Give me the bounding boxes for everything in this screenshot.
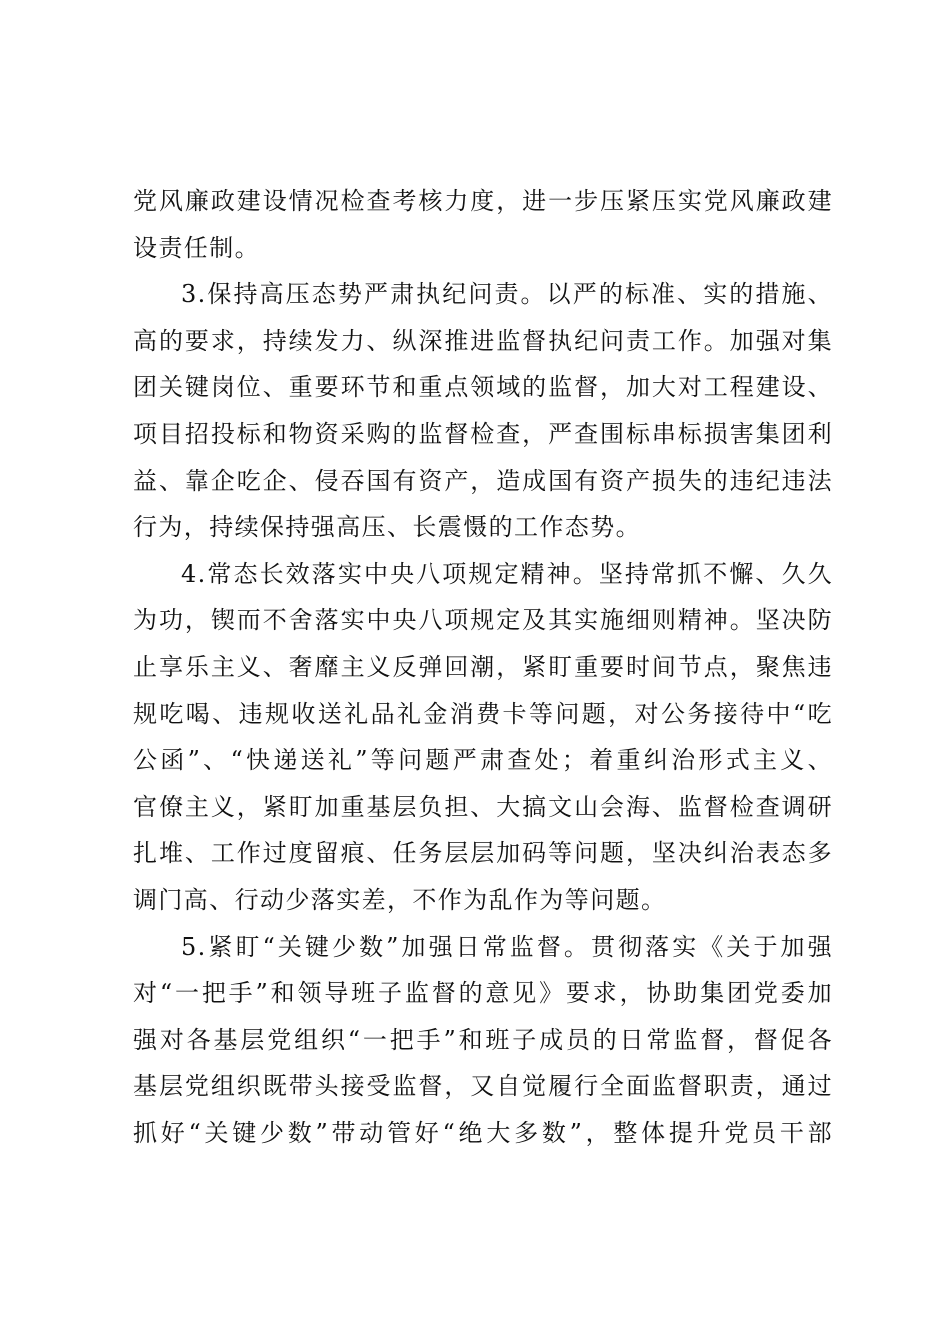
- paragraph-item-4: [133, 551, 833, 924]
- text-line: 团关键岗位、重要环节和重点领域的监督，加大对工程建设、: [133, 373, 833, 402]
- paragraph-item-5: [133, 924, 833, 1157]
- text-line: 党风廉政建设情况检查考核力度，进一步压紧压实党风廉政建: [133, 187, 833, 215]
- text-line: 公函”、“快递送礼”等问题严肃查处；着重纠治形式主义、: [133, 746, 833, 775]
- text-line: 为功，锲而不舍落实中央八项规定及其实施细则精神。坚决防: [133, 606, 833, 635]
- text-line: 项目招投标和物资采购的监督检查，严查围标串标损害集团利: [133, 419, 833, 448]
- text-line: 行为，持续保持强高压、长震慑的工作态势。: [133, 513, 641, 542]
- text-line: 官僚主义，紧盯加重基层负担、大搞文山会海、监督检查调研: [133, 792, 833, 821]
- text-line: 强对各基层党组织“一把手”和班子成员的日常监督，督促各: [133, 1025, 833, 1054]
- text-line: 5.紧盯“关键少数”加强日常监督。贯彻落实《关于加强: [181, 932, 833, 961]
- document-body: [133, 178, 833, 1156]
- text-line: 扎堆、工作过度留痕、任务层层加码等问题，坚决纠治表态多: [133, 839, 833, 868]
- text-line: 对“一把手”和领导班子监督的意见》要求，协助集团党委加: [133, 979, 833, 1008]
- paragraph-item-3: [133, 271, 833, 551]
- paragraph-continuation: [133, 178, 833, 271]
- text-line: 规吃喝、违规收送礼品礼金消费卡等问题，对公务接待中“吃: [133, 699, 833, 728]
- text-line: 调门高、行动少落实差，不作为乱作为等问题。: [133, 885, 667, 914]
- text-line: 3.保持高压态势严肃执纪问责。以严的标准、实的措施、: [181, 280, 833, 309]
- text-line: 设责任制。: [133, 233, 260, 262]
- text-line: 抓好“关键少数”带动管好“绝大多数”，整体提升党员干部: [133, 1118, 833, 1147]
- text-line: 基层党组织既带头接受监督，又自觉履行全面监督职责，通过: [133, 1072, 833, 1101]
- text-line: 高的要求，持续发力、纵深推进监督执纪问责工作。加强对集: [133, 326, 833, 355]
- text-line: 止享乐主义、奢靡主义反弹回潮，紧盯重要时间节点，聚焦违: [133, 652, 833, 681]
- text-line: 益、靠企吃企、侵吞国有资产，造成国有资产损失的违纪违法: [133, 466, 833, 495]
- text-line: 4.常态长效落实中央八项规定精神。坚持常抓不懈、久久: [181, 559, 833, 588]
